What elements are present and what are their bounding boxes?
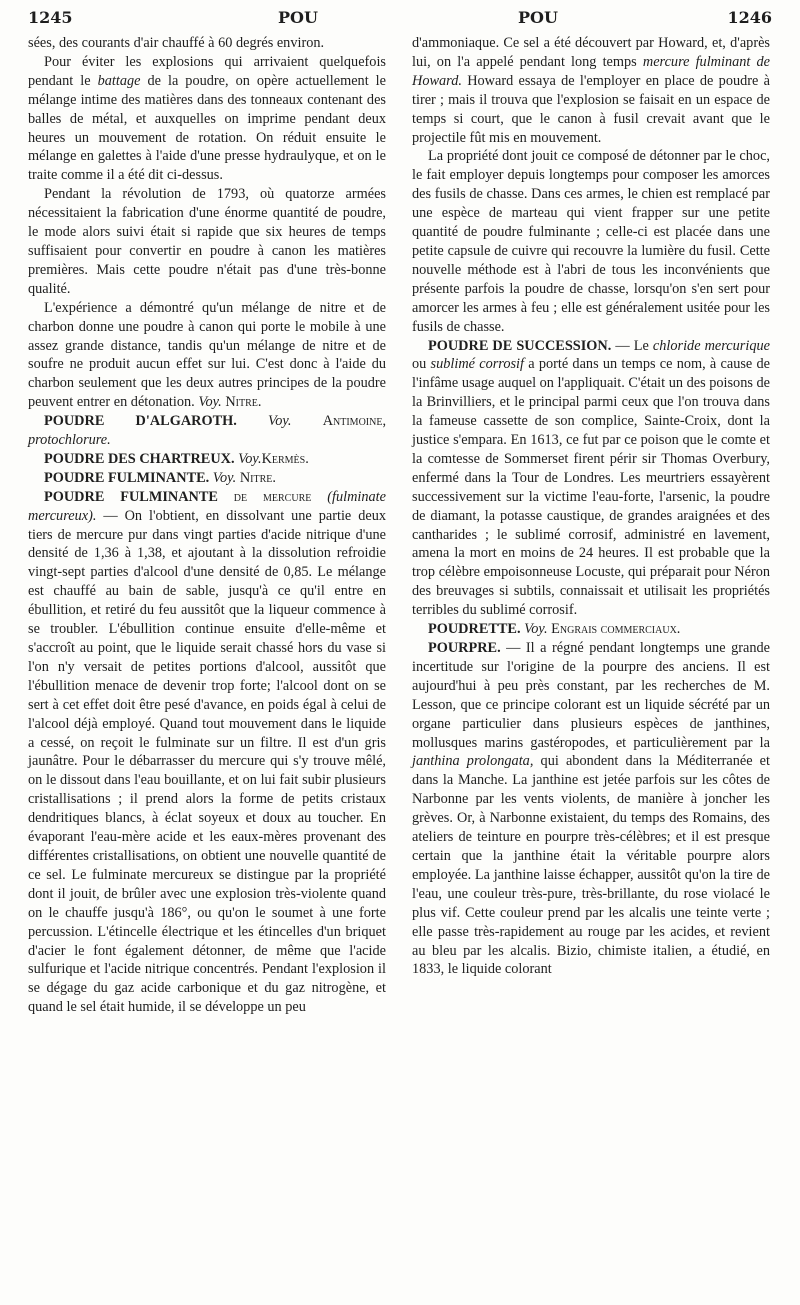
entry-heading: POUDRE DE SUCCESSION.	[428, 337, 612, 354]
entry-heading: POUDRE DES CHARTREUX.	[44, 450, 235, 467]
entry-poudre-fulminante-mercure: POUDRE FULMINANTE de mercure (fulminate mercureux). — On l'obtient, en dissolvant une partie deux tiers de mercure pur dans vingt parties d'acide nitrique d'une densité de 1,36 à 1,38, et ajoutant à la dissolution refroidie vingt-sept parties d'alcool d'une densité de 0,85. Le mélange est chauffé au bain de sable, jusqu'à ce qu'il entre en ébullition, et retiré du feu aussitôt que la liqueur commence à se troubler. L'ébullition continue ensuite d'elle-même et s'accroît au point, que le liquide serait chassé hors du vase si l'on n'y versait de petites portions d'alcool, aussitôt que l'ébullition menace de devenir trop forte; l'alcool dont on se sert à cet effet doit être pesé d'avance, en poids égal à celui de l'alcool déjà employé. Quand tout mouvement dans le liquide a cessé, on reçoit le fulminate sur un filtre. Il est d'un gris jaunâtre. Pour le débarrasser du mercure qui s'y trouve mêlé, on le dissout dans l'eau bouillante, et on lui fait subir plusieurs cristallisations ; il prend alors la forme de petits cristaux dendritiques blancs, à éclat soyeux et doux au toucher. En évaporant l'eau-mère acide et les eaux-mères provenant des différentes cristallisations, on obtient une nouvelle quantité de ce sel. Le fulminate mercureux se distingue par la propriété dont il jouit, de brûler avec une explosion très-violente quand on le chauffe jusqu'à 186°, ou qu'on le soumet à une forte percussion. L'étincelle électrique et les étincelles d'un briquet d'acier le font également détonner, de même que l'acide sulfurique et l'acide nitrique concentrés. Pendant l'explosion il se dégage du gaz acide carbonique et du gaz nitrogène, et quand le sel était humide, il se développe un peu	[28, 488, 386, 1016]
left-guide-word: POU	[278, 8, 318, 27]
entry-poudre-algaroth: POUDRE D'ALGAROTH. Voy. Antimoine, protochlorure.	[28, 413, 387, 449]
entry-heading: POUDRETTE.	[428, 621, 521, 638]
paragraph-howard: d'ammoniaque. Ce sel a été découvert par Howard, et, d'après lui, on l'a appelé pendant long temps mercure fulminant de Howard. Howard essaya de l'employer en place de poudre à tirer ; mais il trouva que l'explosion se faisait en un espace de temps si court, que le canon à fusil crevait avant que le projectile fût mis en mouvement.	[412, 35, 771, 146]
entry-poudre-fulminante: POUDRE FULMINANTE. Voy. Nitre.	[44, 469, 276, 486]
paragraph-amorces: La propriété dont jouit ce composé de détonner par le choc, le fait employer depuis longtemps pour composer les amorces des fusils de chasse. Dans ces armes, le chien est remplacé par une espèce de marteau qui vient frapper sur une petite quantité de poudre fulminante ; celle-ci est placée dans une petite capsule de cuivre qui recouvre la lumière du fusil. Cette nouvelle méthode est à l'abri de tous les inconvénients que présente parfois la poudre de chasse, lorsqu'on s'en sert pour amorcer les armes à feu ; elle est généralement usitée pour les fusils de chasse.	[412, 148, 770, 335]
entry-pourpre: POURPRE. — Il a régné pendant longtemps une grande incertitude sur l'origine de la pourpre des anciens. Il est aujourd'hui à peu près constant, par les recherches de M. Lesson, que ce principe colorant est un liquide sécrété par un organe particulier dans plusieurs espèces de janthines, mollusques marins gastéropodes, et particulièrement par la janthina prolongata, qui abondent dans la Méditerranée et dans la Manche. La janthine est jetée parfois sur les côtes de Narbonne par les vents violents, de manière à joncher les grèves. Or, à Narbonne existaient, du temps des Romains, des ateliers de teinture en pourpre très-célèbres; et il est presque certain que la janthine était la véritable pourpre alors employée. La janthine laisse échapper, aussitôt qu'on la tire de l'eau, une couleur très-pure, très-brillante, du rose violacé le plus vif. Cette couleur prend par les alcalis une teinte verte ; elle passe très-rapidement au rouge par les acides, et revient au bleu par les alcalis. Bizio, chimiste italien, a étudié, en 1833, le liquide colorant	[412, 640, 771, 978]
right-page-number: 1246	[727, 8, 772, 27]
entry-poudrette: POUDRETTE. Voy. Engrais commerciaux.	[428, 621, 681, 638]
paragraph-battage: Pour éviter les explosions qui arrivaient quelquefois pendant le battage de la poudre, on opère actuellement le mélange intime des matières dans des tonneaux contenant des balles de métal, et auxquelles on imprime pendant deux heures un mouvement de rotation. On réduit ensuite le mélange en galettes à l'aide d'une presse hydraulyque, et on le traite comme il a été dit ci-dessus.	[28, 53, 386, 184]
entry-poudre-succession: POUDRE DE SUCCESSION. — Le chloride mercurique ou sublimé corrosif a porté dans un temps ce nom, à cause de l'infâme usage auquel on l'appliquait. C'était un des poisons de la Brinvilliers, et le principal parmi ceux que l'on trouva dans la fameuse cassette de son complice, Sainte-Croix, dont la justice s'empara. En 1613, ce fut par ce poison que le comte et la comtesse de Sommerset firent périr sir Thomas Overbury, enfermé dans la Tour de Londres. Les meurtriers essayèrent successivement sur la victime l'eau-forte, l'arsenic, la poudre de diamant, la potasse caustique, de grandes araignées et des cantharides ; le sublimé corrosif, administré en lavement, amena la mort en moins de 24 heures. Il est probable que la trop célèbre empoisonneuse Locuste, qui préparait pour Néron des breuvages si subtils, connaissait et utilisait les propriétés terribles du sublimé corrosif.	[412, 337, 770, 619]
left-page-number: 1245	[28, 8, 73, 27]
paragraph-revolution: Pendant la révolution de 1793, où quatorze armées nécessitaient la fabrication d'une énorme quantité de poudre, le mode alors suivi était si rapide que six heures de temps suffisaient pour convertir en poudre à canon les matières premières. Mais cette poudre n'était pas d'une très-bonne qualité.	[28, 186, 386, 297]
entry-heading: POURPRE.	[428, 640, 501, 656]
entry-poudre-chartreux: POUDRE DES CHARTREUX. Voy.Kermès.	[44, 450, 309, 467]
running-head	[28, 8, 772, 34]
right-column	[412, 34, 770, 979]
entry-heading: POUDRE D'ALGAROTH.	[44, 413, 237, 430]
paragraph-continuation: sées, des courants d'air chauffé à 60 degrés environ.	[28, 35, 325, 51]
right-guide-word: POU	[518, 8, 558, 27]
entry-heading: POUDRE FULMINANTE.	[44, 469, 210, 486]
paragraph-experience: L'expérience a démontré qu'un mélange de nitre et de charbon donne une poudre à canon qui porte le mobile à une assez grande distance, tandis qu'un mélange de nitre et de soufre ne produit aucun effet sur lui. C'est donc à l'aide du charbon seulement que les deux autres principes de la poudre peuvent entrer en détonation. Voy. Nitre.	[28, 299, 386, 411]
entry-heading: POUDRE FULMINANTE	[44, 488, 218, 505]
left-column	[28, 34, 386, 1017]
